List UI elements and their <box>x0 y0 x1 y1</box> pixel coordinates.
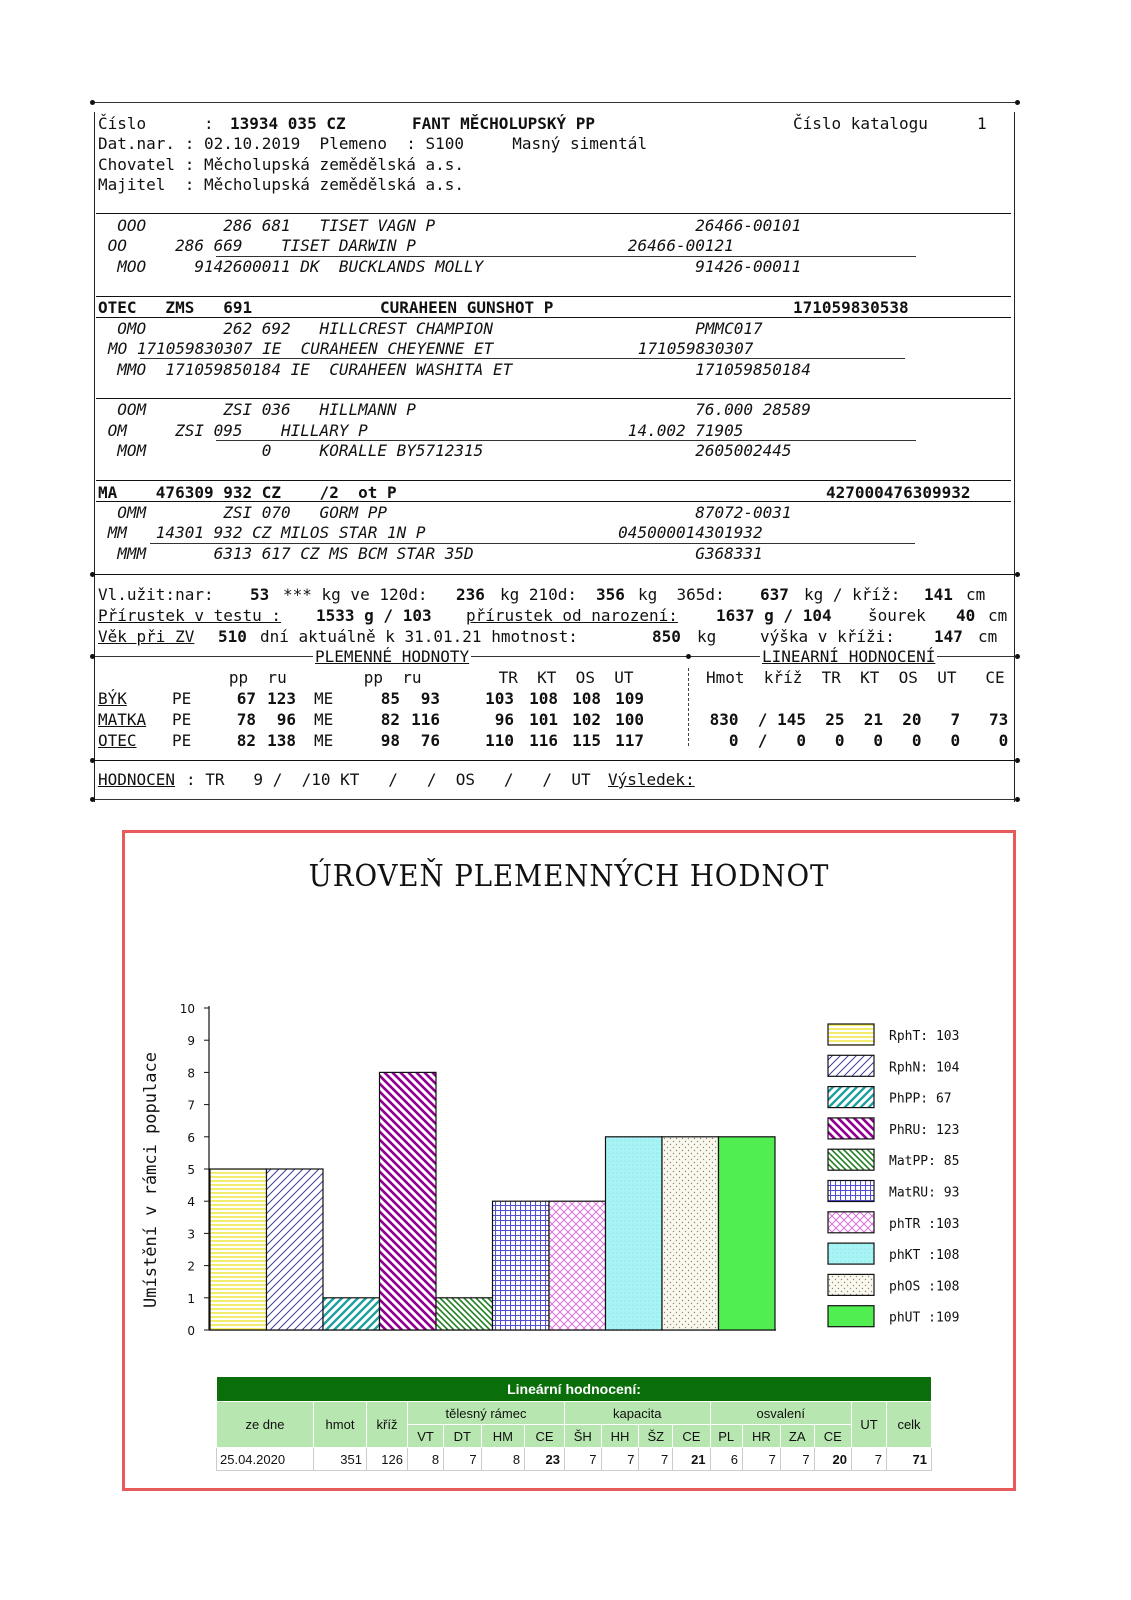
sub-col-6: ŠZ <box>639 1425 673 1448</box>
sub-col-1: DT <box>444 1425 482 1448</box>
row-val-6: 7 <box>639 1448 673 1471</box>
animal-number: 13934 035 CZ <box>230 114 346 133</box>
pedigree-ooo: OOO 286 681 TISET VAGN P 26466-00101 <box>98 216 802 235</box>
birth-breed-line: Dat.nar. : 02.10.2019 Plemeno : S100 Masný simentál <box>98 134 648 153</box>
linear-evaluation-table <box>216 1376 932 1471</box>
legend-label-MatPP: MatPP: 85 <box>889 1154 960 1170</box>
col-ut: UT <box>852 1402 887 1448</box>
bv-matka-kt: 101 <box>529 710 558 729</box>
row-val-0: 8 <box>408 1448 444 1471</box>
bv-býk-tr: 103 <box>485 689 514 708</box>
father-line: OTEC ZMS 691 <box>98 298 253 317</box>
row-val-8: 6 <box>710 1448 742 1471</box>
bv-column-header: pp ru pp ru TR KT OS UT <box>200 668 634 687</box>
row-val-1: 7 <box>444 1448 482 1471</box>
row-hmot: 351 <box>314 1448 367 1471</box>
sub-col-2: HM <box>481 1425 524 1448</box>
legend-label-phKT: phKT :108 <box>889 1248 960 1264</box>
y-tick-label: 7 <box>187 1098 195 1113</box>
pedigree-omm: OMM ZSI 070 GORM PP 87072-0031 <box>98 503 792 522</box>
bv-býk-pp: 67 <box>236 689 256 708</box>
pedigree-om: OM ZSI 095 HILLARY P 14.002 71905 <box>98 421 744 440</box>
animal-name: FANT MĚCHOLUPSKÝ PP <box>412 114 596 133</box>
father-id: 171059830538 <box>793 298 909 317</box>
pedigree-mmo: MMO 171059850184 IE CURAHEEN WASHITA ET 171059850184 <box>98 360 811 379</box>
row-ut: 7 <box>852 1448 887 1471</box>
pedigree-mom: MOM 0 KORALLE BY5712315 2605002445 <box>98 441 792 460</box>
breeder-line: Chovatel : Měcholupská zemědělská a.s. <box>98 155 465 174</box>
bv-matka-ru: 96 <box>276 710 296 729</box>
father-name: CURAHEEN GUNSHOT P <box>380 298 554 317</box>
col-kriz: kříž <box>367 1402 408 1448</box>
group-capacity: kapacita <box>565 1402 711 1425</box>
sub-col-0: VT <box>408 1425 444 1448</box>
sub-col-5: HH <box>601 1425 639 1448</box>
bv-otec-me: ME <box>314 731 334 750</box>
bv-býk-mpp: 85 <box>380 689 400 708</box>
legend-label-RphT: RphT: 103 <box>889 1029 960 1044</box>
legend-label-MatRU: MatRU: 93 <box>889 1185 960 1201</box>
bv-matka-tr: 96 <box>494 710 514 729</box>
bv-otec-ru: 138 <box>267 731 296 750</box>
mother-id: 427000476309932 <box>826 483 971 502</box>
row-val-3: 23 <box>525 1448 565 1471</box>
sub-col-10: ZA <box>780 1425 814 1448</box>
sub-col-4: ŠH <box>565 1425 602 1448</box>
pedigree-mo: MO 171059830307 IE CURAHEEN CHEYENNE ET 171059830307 <box>108 339 754 358</box>
bv-matka-name: MATKA <box>98 710 147 729</box>
bv-matka-me: ME <box>314 710 334 729</box>
bv-matka-pe: PE <box>172 710 192 729</box>
sub-col-11: CE <box>814 1425 851 1448</box>
pedigree-oom: OOM ZSI 036 HILLMANN P 76.000 28589 <box>98 400 811 419</box>
row-val-2: 8 <box>481 1448 524 1471</box>
bv-býk-os: 108 <box>572 689 601 708</box>
row-celk: 71 <box>887 1448 932 1471</box>
y-tick-label: 5 <box>187 1163 195 1177</box>
row-val-7: 21 <box>673 1448 710 1471</box>
owner-line: Majitel : Měcholupská zemědělská a.s. <box>98 175 465 194</box>
pedigree-moo: MOO 9142600011 DK BUCKLANDS MOLLY 91426-00011 <box>98 257 802 276</box>
bv-otec-tr: 110 <box>485 731 514 750</box>
group-muscle: osvalení <box>710 1402 851 1425</box>
linear-table-title: Lineární hodnocení: <box>217 1377 932 1402</box>
bv-býk-ut: 109 <box>615 689 644 708</box>
group-frame: tělesný rámec <box>408 1402 565 1425</box>
bv-býk-me: ME <box>314 689 334 708</box>
evaluation-result: Výsledek: <box>608 770 695 789</box>
breeding-values-title: PLEMENNÉ HODNOTY <box>315 647 470 666</box>
row-kriz: 126 <box>367 1448 408 1471</box>
y-tick-label: 0 <box>187 1324 195 1338</box>
sub-col-9: HR <box>742 1425 780 1448</box>
row-val-9: 7 <box>742 1448 780 1471</box>
bv-otec-pp: 82 <box>236 731 256 750</box>
bv-matka-mpp: 82 <box>380 710 400 729</box>
bv-otec-os: 115 <box>572 731 601 750</box>
legend-label-PhRU: PhRU: 123 <box>889 1122 960 1138</box>
bv-matka-ut: 100 <box>615 710 644 729</box>
catalog-number: 1 <box>977 114 987 133</box>
bv-otec-pe: PE <box>172 731 192 750</box>
row-val-4: 7 <box>565 1448 602 1471</box>
sub-col-3: CE <box>525 1425 565 1448</box>
y-tick-label: 9 <box>187 1034 195 1049</box>
animal-number-label: Číslo : <box>98 114 214 133</box>
col-celk: celk <box>887 1402 932 1448</box>
bv-býk-ru: 123 <box>267 689 296 708</box>
y-tick-label: 1 <box>187 1291 195 1306</box>
row-val-5: 7 <box>601 1448 639 1471</box>
evaluation-label: HODNOCEN <box>98 770 176 789</box>
legend-label-phUT: phUT :109 <box>889 1310 960 1326</box>
legend-label-PhPP: PhPP: 67 <box>889 1091 952 1107</box>
linear-row-otec: 0 / 0 0 0 0 0 0 <box>700 731 1009 750</box>
y-tick-label: 8 <box>187 1066 195 1081</box>
mother-line: MA 476309 932 CZ /2 ot P <box>98 483 397 502</box>
y-tick-label: 2 <box>187 1259 195 1274</box>
y-tick-label: 4 <box>187 1195 195 1210</box>
y-tick-label: 10 <box>179 1002 195 1016</box>
bv-otec-name: OTEC <box>98 731 137 750</box>
bv-býk-pe: PE <box>172 689 192 708</box>
col-hmot: hmot <box>314 1402 367 1448</box>
catalog-label: Číslo katalogu <box>793 114 928 133</box>
linear-eval-title: LINEARNÍ HODNOCENÍ <box>762 647 936 666</box>
sub-col-7: CE <box>673 1425 710 1448</box>
evaluation-text: : TR 9 / /10 KT / / OS / / UT <box>186 770 591 789</box>
legend-label-phOS: phOS :108 <box>889 1279 960 1295</box>
y-axis-label: Umístění v rámci populace <box>141 1052 161 1308</box>
bv-matka-pp: 78 <box>236 710 256 729</box>
bv-otec-kt: 116 <box>529 731 558 750</box>
linear-row-matka: 830 / 145 25 21 20 7 73 <box>700 710 1009 729</box>
bv-matka-os: 102 <box>572 710 601 729</box>
bv-býk-mru: 93 <box>420 689 440 708</box>
legend-label-RphN: RphN: 104 <box>889 1060 960 1076</box>
row-val-10: 7 <box>780 1448 814 1471</box>
bv-otec-ut: 117 <box>615 731 644 750</box>
bv-matka-mru: 116 <box>411 710 440 729</box>
sub-col-8: PL <box>710 1425 742 1448</box>
chart-title: ÚROVEŇ PLEMENNÝCH HODNOT <box>308 859 830 894</box>
linear-column-header: Hmot kříž TR KT OS UT CE <box>706 668 1005 687</box>
legend-label-phTR: phTR :103 <box>889 1216 960 1232</box>
pedigree-mmm: MMM 6313 617 CZ MS BCM STAR 35D G368331 <box>98 544 763 563</box>
bv-otec-mru: 76 <box>420 731 440 750</box>
pedigree-oo: OO 286 669 TISET DARWIN P 26466-00121 <box>98 236 734 255</box>
bv-býk-kt: 108 <box>529 689 558 708</box>
bv-otec-mpp: 98 <box>380 731 400 750</box>
y-tick-label: 3 <box>187 1227 195 1242</box>
pedigree-omo: OMO 262 692 HILLCREST CHAMPION PMMC017 <box>98 319 763 338</box>
y-tick-label: 6 <box>187 1130 195 1145</box>
row-date: 25.04.2020 <box>217 1448 314 1471</box>
bv-býk-name: BÝK <box>98 689 127 708</box>
row-val-11: 20 <box>814 1448 851 1471</box>
pedigree-mm: MM 14301 932 CZ MILOS STAR 1N P 045000014301932 <box>98 523 763 542</box>
col-date: ze dne <box>217 1402 314 1448</box>
